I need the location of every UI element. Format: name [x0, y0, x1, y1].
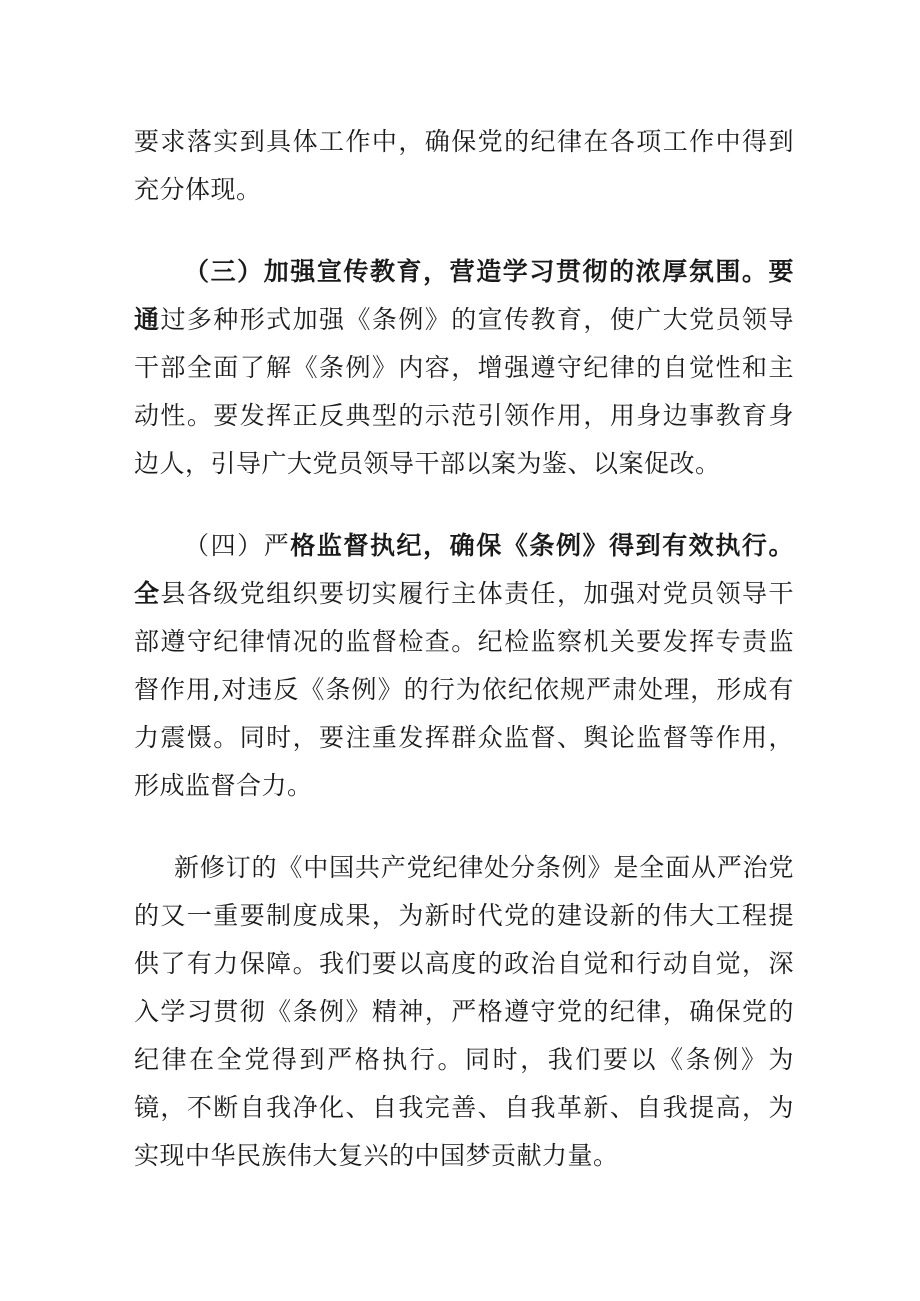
paragraph-continuation [134, 118, 794, 214]
paragraph-section-four [134, 522, 794, 810]
paragraph-text: 县各级党组织要切实履行主体责任，加强对党员领导干部遵守纪律情况的监督检查。纪检监察机关要发挥专责监督作用,对违反《条例》的行为依纪依规严肃处理，形成有力震慑。同时，要注重发挥群众监督、舆论监督等作用，形成监督合力。 [134, 579, 794, 800]
paragraph-text: 要求落实到具体工作中，确保党的纪律在各项工作中得到充分体现。 [134, 127, 794, 204]
paragraph-text: 过多种形式加强《条例》的宣传教育，使广大党员领导干部全面了解《条例》内容，增强遵守纪律的自觉性和主动性。要发挥正反典型的示范引领作用，用身边事教育身边人，引导广大党员领导干部以案为鉴、以案促改。 [134, 305, 794, 478]
paragraph-conclusion [134, 844, 794, 1180]
section-heading: （三）加强宣传教育，营造学习贯彻的浓厚氛围。要通 [134, 257, 794, 334]
paragraph-text: 新修订的《中国共产党纪律处分条例》是全面从严治党的又一重要制度成果，为新时代党的建设新的伟大工程提供了有力保障。我们要以高度的政治自觉和行动自觉，深入学习贯彻《条例》精神，严格遵守党的纪律，确保党的纪律在全党得到严格执行。同时，我们要以《条例》为镜，不断自我净化、自我完善、自我革新、自我提高，为实现中华民族伟大复兴的中国梦贡献力量。 [134, 853, 794, 1170]
section-number: （四）严 [184, 531, 291, 560]
section-heading: 格监督执纪，确保《条例》得到有效执行。全 [134, 531, 794, 608]
document-body [134, 118, 794, 1214]
paragraph-section-three [134, 248, 794, 488]
